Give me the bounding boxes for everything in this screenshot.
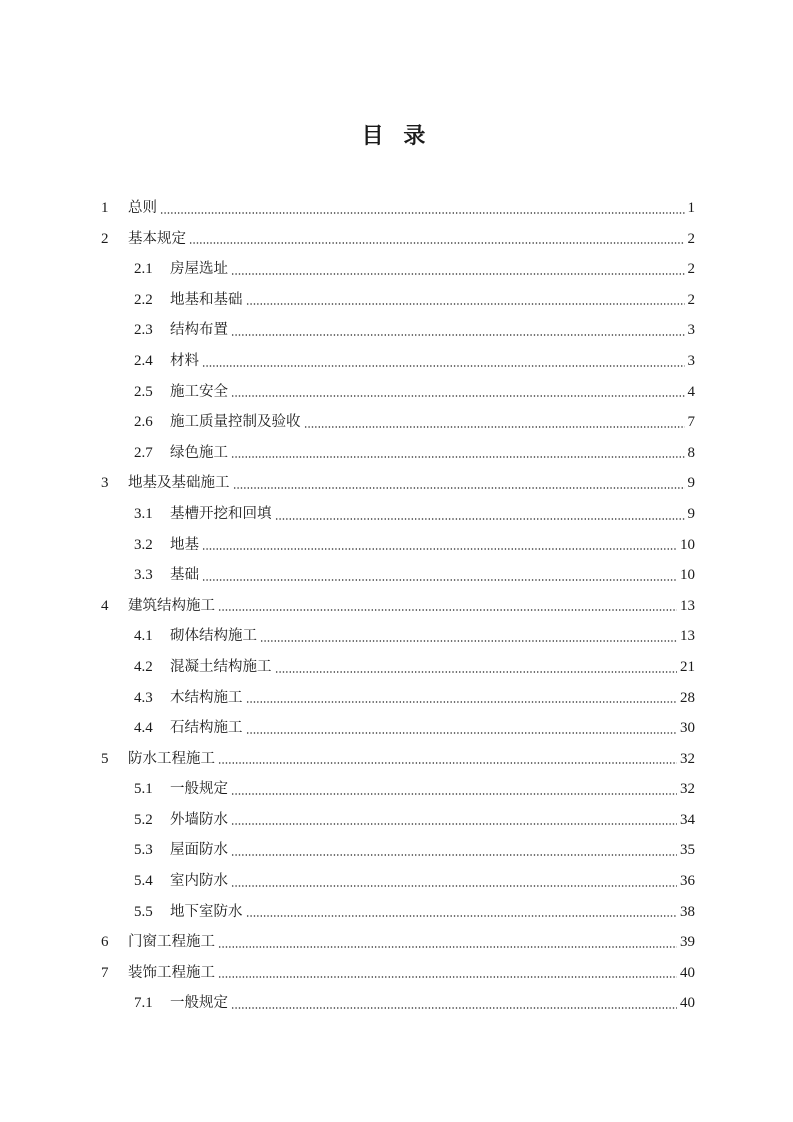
toc-entry-title: 基础 [170, 567, 199, 584]
dot-leader [275, 671, 678, 673]
toc-entry-line [170, 683, 695, 714]
toc-entry-2-6[interactable] [0, 407, 793, 438]
dot-leader [218, 946, 677, 948]
toc-entry-line [170, 621, 695, 652]
toc-entry-title: 施工质量控制及验收 [170, 414, 301, 431]
toc-entry-number: 5.5 [134, 903, 153, 920]
toc-entry-5-1[interactable] [0, 774, 793, 805]
dot-leader [202, 365, 685, 367]
toc-entry-number: 2.1 [134, 261, 153, 278]
toc-entry-page-number: 2 [687, 291, 695, 308]
toc-entry-title: 室内防水 [170, 873, 228, 890]
toc-entry-6[interactable] [0, 927, 793, 958]
toc-entry-3-2[interactable] [0, 530, 793, 561]
dot-leader [231, 885, 677, 887]
toc-entry-page-number: 13 [680, 628, 695, 645]
toc-entry-page-number: 9 [687, 505, 695, 522]
toc-entry-title: 建筑结构施工 [128, 597, 215, 614]
toc-entry-page-number: 40 [680, 964, 695, 981]
toc-entry-line [128, 927, 695, 958]
toc-entry-5-3[interactable] [0, 835, 793, 866]
toc-entry-title: 地基和基础 [170, 291, 243, 308]
toc-entry-page-number: 7 [687, 414, 695, 431]
dot-leader [231, 456, 685, 458]
toc-entry-page-number: 3 [687, 352, 695, 369]
toc-entry-page-number: 3 [687, 322, 695, 339]
toc-entry-page-number: 21 [680, 658, 695, 675]
toc-entry-3-3[interactable] [0, 560, 793, 591]
toc-entry-title: 一般规定 [170, 995, 228, 1012]
toc-entry-number: 3.2 [134, 536, 153, 553]
toc-entry-3[interactable] [0, 468, 793, 499]
toc-entry-4-1[interactable] [0, 621, 793, 652]
toc-entry-line [128, 468, 695, 499]
toc-entry-title: 砌体结构施工 [170, 628, 257, 645]
toc-entry-title: 地下室防水 [170, 903, 243, 920]
toc-entry-number: 3.1 [134, 505, 153, 522]
toc-entry-page-number: 13 [680, 597, 695, 614]
toc-entry-line [170, 346, 695, 377]
toc-entry-number: 5.3 [134, 842, 153, 859]
toc-entry-title: 一般规定 [170, 781, 228, 798]
toc-entry-title: 地基及基础施工 [128, 475, 230, 492]
toc-entry-page-number: 9 [687, 475, 695, 492]
toc-entry-page-number: 8 [687, 444, 695, 461]
dot-leader [275, 518, 685, 520]
toc-entry-page-number: 36 [680, 873, 695, 890]
toc-entry-title: 房屋选址 [170, 261, 228, 278]
toc-entry-2-7[interactable] [0, 438, 793, 469]
toc-entry-line [170, 377, 695, 408]
toc-entry-line [170, 988, 695, 1019]
toc-entry-line [170, 530, 695, 561]
dot-leader [231, 395, 685, 397]
toc-entry-number: 2.5 [134, 383, 153, 400]
toc-entry-page-number: 39 [680, 934, 695, 951]
dot-leader [202, 548, 677, 550]
toc-entry-page-number: 38 [680, 903, 695, 920]
dot-leader [246, 303, 685, 305]
toc-entry-title: 防水工程施工 [128, 750, 215, 767]
dot-leader [231, 273, 685, 275]
toc-list [0, 193, 793, 1019]
toc-entry-2-2[interactable] [0, 285, 793, 316]
dot-leader [231, 334, 685, 336]
toc-entry-line [170, 835, 695, 866]
toc-entry-number: 2.3 [134, 322, 153, 339]
toc-entry-number: 2.7 [134, 444, 153, 461]
toc-entry-page-number: 1 [687, 200, 695, 216]
toc-entry-number: 5.1 [134, 781, 153, 798]
toc-entry-number: 2.2 [134, 291, 153, 308]
toc-entry-5-4[interactable] [0, 866, 793, 897]
toc-entry-line [170, 866, 695, 897]
toc-entry-page-number: 35 [680, 842, 695, 859]
toc-entry-number: 4.4 [134, 720, 153, 737]
toc-entry-number: 4 [101, 597, 109, 614]
toc-entry-title: 木结构施工 [170, 689, 243, 706]
toc-entry-number: 2 [101, 230, 109, 247]
toc-entry-number: 5.4 [134, 873, 153, 890]
toc-entry-title: 施工安全 [170, 383, 228, 400]
toc-entry-title: 绿色施工 [170, 444, 228, 461]
toc-entry-line [128, 744, 695, 775]
dot-leader [218, 976, 677, 978]
toc-entry-title: 外墙防水 [170, 811, 228, 828]
toc-entry-line [170, 285, 695, 316]
toc-entry-1[interactable] [0, 193, 793, 224]
dot-leader [218, 609, 677, 611]
toc-entry-line [170, 805, 695, 836]
toc-entry-title: 石结构施工 [170, 720, 243, 737]
toc-entry-page-number: 34 [680, 811, 695, 828]
toc-entry-5[interactable] [0, 744, 793, 775]
toc-entry-line [170, 315, 695, 346]
toc-entry-line [170, 774, 695, 805]
toc-entry-line [170, 254, 695, 285]
toc-entry-2-3[interactable] [0, 315, 793, 346]
toc-entry-4-2[interactable] [0, 652, 793, 683]
toc-entry-number: 7.1 [134, 995, 153, 1012]
toc-entry-4-4[interactable] [0, 713, 793, 744]
dot-leader [160, 212, 685, 214]
toc-entry-number: 5.2 [134, 811, 153, 828]
toc-entry-title: 结构布置 [170, 322, 228, 339]
dot-leader [231, 854, 677, 856]
toc-entry-line [170, 407, 695, 438]
toc-entry-line [170, 713, 695, 744]
toc-entry-line [170, 499, 695, 530]
dot-leader [246, 701, 678, 703]
toc-entry-number: 1 [101, 200, 109, 216]
toc-entry-number: 4.3 [134, 689, 153, 706]
toc-entry-4[interactable] [0, 591, 793, 622]
toc-entry-title: 基槽开挖和回填 [170, 505, 272, 522]
toc-entry-page-number: 2 [687, 230, 695, 247]
toc-entry-line [128, 591, 695, 622]
toc-entry-line [170, 897, 695, 928]
toc-entry-page-number: 28 [680, 689, 695, 706]
toc-entry-number: 4.1 [134, 628, 153, 645]
toc-entry-title: 地基 [170, 536, 199, 553]
dot-leader [231, 1007, 677, 1009]
toc-entry-line [170, 438, 695, 469]
toc-entry-7[interactable] [0, 958, 793, 989]
dot-leader [202, 579, 677, 581]
dot-leader [260, 640, 677, 642]
toc-entry-line [128, 958, 695, 989]
dot-leader [246, 915, 678, 917]
dot-leader [218, 762, 677, 764]
toc-entry-3-1[interactable] [0, 499, 793, 530]
dot-leader [233, 487, 685, 489]
dot-leader [189, 242, 685, 244]
dot-leader [231, 823, 677, 825]
toc-entry-7-1[interactable] [0, 988, 793, 1019]
toc-entry-number: 3.3 [134, 567, 153, 584]
toc-entry-page-number: 10 [680, 567, 695, 584]
toc-entry-line [170, 560, 695, 591]
dot-leader [246, 732, 678, 734]
toc-entry-page-number: 32 [680, 750, 695, 767]
toc-entry-title: 基本规定 [128, 230, 186, 247]
toc-entry-5-5[interactable] [0, 897, 793, 928]
toc-entry-line [128, 224, 695, 255]
toc-entry-number: 3 [101, 475, 109, 492]
toc-entry-number: 4.2 [134, 658, 153, 675]
toc-entry-number: 5 [101, 750, 109, 767]
toc-entry-number: 7 [101, 964, 109, 981]
toc-title: 目 录 [361, 124, 432, 149]
toc-entry-page-number: 40 [680, 995, 695, 1012]
toc-entry-2[interactable] [0, 224, 793, 255]
toc-entry-2-5[interactable] [0, 377, 793, 408]
toc-entry-4-3[interactable] [0, 683, 793, 714]
toc-entry-line [170, 652, 695, 683]
toc-entry-number: 2.6 [134, 414, 153, 431]
toc-entry-title: 混凝土结构施工 [170, 658, 272, 675]
toc-entry-title: 屋面防水 [170, 842, 228, 859]
toc-entry-title: 门窗工程施工 [128, 934, 215, 951]
toc-entry-number: 6 [101, 934, 109, 951]
toc-entry-title: 装饰工程施工 [128, 964, 215, 981]
toc-entry-page-number: 32 [680, 781, 695, 798]
toc-entry-number: 2.4 [134, 352, 153, 369]
toc-entry-title: 材料 [170, 352, 199, 369]
toc-entry-2-1[interactable] [0, 254, 793, 285]
toc-entry-2-4[interactable] [0, 346, 793, 377]
toc-entry-5-2[interactable] [0, 805, 793, 836]
toc-entry-page-number: 2 [687, 261, 695, 278]
toc-entry-title: 总则 [128, 200, 157, 216]
toc-entry-page-number: 30 [680, 720, 695, 737]
dot-leader [231, 793, 677, 795]
toc-entry-page-number: 10 [680, 536, 695, 553]
toc-entry-page-number: 4 [687, 383, 695, 400]
dot-leader [304, 426, 685, 428]
toc-entry-line [128, 193, 695, 224]
